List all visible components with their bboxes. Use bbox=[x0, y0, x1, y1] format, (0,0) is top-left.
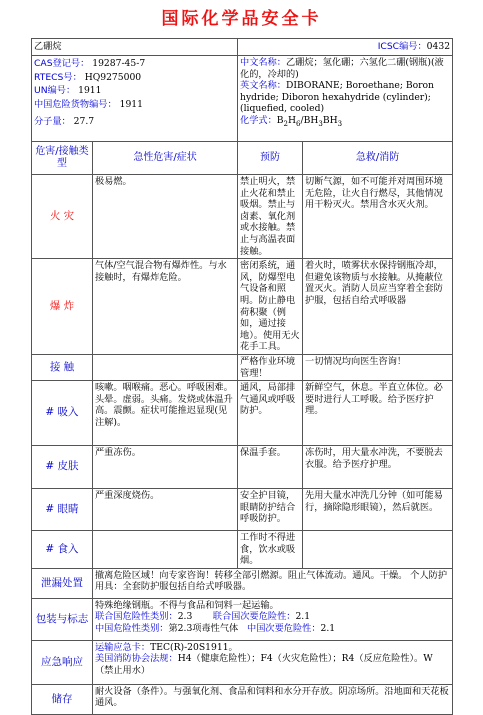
emergency-cell bbox=[93, 640, 453, 684]
hazard-cell: 咳嗽。咽喉痛。恶心。呼吸困难。头晕。虚弱。头痛。发烧或体温升高。震颤。症状可能推迟显现(见注解)。 bbox=[93, 381, 238, 446]
hazard-cell: 气体/空气混合物有爆炸性。与水接触时，有爆炸危险。 bbox=[93, 259, 238, 355]
icsc-label: ICSC编号： bbox=[377, 41, 427, 53]
row-type-fire: 火 灾 bbox=[32, 175, 93, 259]
packaging-cell bbox=[93, 598, 453, 640]
row-type-ingestion: # 食入 bbox=[32, 531, 93, 569]
formula-value: $B_2H_6/BH_3BH_3$ bbox=[276, 114, 343, 128]
prevention-cell: 禁止明火，禁止火花和禁止吸烟。禁止与卤素、氧化剂或水接触。禁止与高温表面接触。 bbox=[238, 175, 303, 259]
row-type-inhalation: # 吸入 bbox=[32, 381, 93, 446]
chinese-name-label: 中文名称： bbox=[240, 57, 286, 68]
table-row bbox=[32, 568, 453, 598]
cn-class-value: 第2.3项毒性气体 bbox=[168, 623, 239, 635]
molecular-weight-value: 27.7 bbox=[73, 116, 95, 127]
first-aid-cell bbox=[303, 531, 453, 569]
table-row bbox=[32, 175, 453, 259]
prevention-cell: 安全护目镜，眼睛防护结合呼吸防护。 bbox=[238, 489, 303, 531]
packaging-line: 特殊绝缘钢瓶。不得与食品和饲料一起运输。 bbox=[95, 599, 279, 611]
names-cell bbox=[238, 56, 453, 142]
cn-subsidiary-label: 中国次要危险性： bbox=[247, 623, 321, 635]
table-row bbox=[32, 598, 453, 640]
un-subsidiary-value: 2.1 bbox=[295, 611, 311, 623]
first-aid-cell: 一切情况均向医生咨询！ bbox=[303, 354, 453, 380]
hazard-cell: 极易燃。 bbox=[93, 175, 238, 259]
cas-value: 19287-45-7 bbox=[92, 58, 146, 69]
table-row bbox=[32, 259, 453, 355]
cn-dangerous-goods-value: 1911 bbox=[119, 98, 143, 110]
first-aid-cell: 冻伤时，用大量水冲洗，不要脱去衣服。给予医疗护理。 bbox=[303, 446, 453, 489]
substance-name-cell bbox=[32, 39, 238, 56]
col-header-type: 危害/接触类型 bbox=[32, 142, 93, 175]
row-type-explosion: 爆 炸 bbox=[32, 259, 93, 355]
nfpa-label: 美国消防协会法规： bbox=[95, 653, 178, 665]
table-row bbox=[32, 684, 453, 714]
un-class-label: 联合国危险性类别： bbox=[95, 611, 178, 623]
hazard-cell: 严重冻伤。 bbox=[93, 446, 238, 489]
transport-card-value: TEC(R)-20S1911。 bbox=[150, 641, 238, 653]
formula-label: 化学式： bbox=[240, 114, 277, 126]
prevention-cell: 密闭系统，通风，防爆型电气设备和照明。防止静电荷积聚（例如，通过接地）。使用无火花手工具。 bbox=[238, 259, 303, 355]
col-header-first-aid: 急救/消防 bbox=[303, 142, 453, 175]
cn-class-label: 中国危险性类别： bbox=[95, 623, 169, 635]
cn-subsidiary-value: 2.1 bbox=[320, 623, 336, 635]
cas-label: CAS登记号： bbox=[34, 58, 90, 69]
prevention-cell: 保温手套。 bbox=[238, 446, 303, 489]
col-header-hazard: 急性危害/症状 bbox=[93, 142, 238, 175]
rtecs-value: HQ9275000 bbox=[84, 71, 142, 83]
un-number-label: UN编号： bbox=[34, 85, 76, 96]
substance-name: 乙硼烷 bbox=[34, 41, 62, 53]
prevention-cell: 通风，局部排气通风或呼吸防护。 bbox=[238, 381, 303, 446]
prevention-cell: 工作时不得进食，饮水或吸烟。 bbox=[238, 531, 303, 569]
table-row bbox=[32, 489, 453, 531]
first-aid-cell: 着火时，喷雾状水保持钢瓶冷却，但避免该物质与水接触。从掩蔽位置灭火。消防人员应当穿着全套防护服，包括自给式呼吸器 bbox=[303, 259, 453, 355]
table-row bbox=[32, 531, 453, 569]
row-type-skin: # 皮肤 bbox=[32, 446, 93, 489]
icsc-number-cell bbox=[238, 39, 453, 56]
leak-label: 泄漏处置 bbox=[32, 568, 93, 598]
col-header-prevention: 预防 bbox=[238, 142, 303, 175]
page-title: 国际化学品安全卡 bbox=[161, 9, 322, 29]
molecular-weight-label: 分子量： bbox=[34, 116, 71, 127]
storage-label: 储存 bbox=[32, 684, 93, 714]
un-subsidiary-label: 联合国次要危险性： bbox=[212, 611, 296, 623]
table-row bbox=[32, 446, 453, 489]
row-type-eyes: # 眼睛 bbox=[32, 489, 93, 531]
emergency-label: 应急响应 bbox=[32, 640, 93, 684]
prevention-cell: 严格作业环境管理！ bbox=[238, 354, 303, 380]
english-name-label: 英文名称： bbox=[240, 80, 286, 92]
transport-card-label: 运输应急卡： bbox=[95, 641, 151, 653]
un-class-value: 2.3 bbox=[177, 611, 193, 623]
cn-dangerous-goods-label: 中国危险货物编号： bbox=[34, 98, 117, 110]
table-row bbox=[32, 640, 453, 684]
hazard-cell bbox=[93, 354, 238, 380]
row-type-exposure: 接 触 bbox=[32, 354, 93, 380]
chinese-name-value: 乙硼烷；氢化硼；六氢化二硼(钢瓶)(液化的，冷却的) bbox=[240, 57, 444, 80]
hazard-cell bbox=[93, 531, 238, 569]
first-aid-cell: 先用大量水冲洗几分钟（如可能易行，摘除隐形眼镜），然后就医。 bbox=[303, 489, 453, 531]
table-row bbox=[32, 381, 453, 446]
table-row bbox=[32, 354, 453, 380]
un-number-value: 1911 bbox=[78, 85, 102, 96]
safety-card-table bbox=[31, 38, 453, 715]
first-aid-cell: 切断气源，如不可能并对周围环境无危险，让火自行燃尽，其他情况用干粉灭火。禁用含水灭火剂。 bbox=[303, 175, 453, 259]
leak-text: 撤离危险区域！向专家咨询！转移全部引燃源。阻止气体流动。通风。干燥。 个人防护用具：全套防护服包括自给式呼吸器。 bbox=[93, 568, 453, 598]
packaging-label: 包装与标志 bbox=[32, 598, 93, 640]
english-name-value: DIBORANE; Boroethane; Boron hydride; Diboron hexahydride (cylinder); (liquefied, cooled) bbox=[240, 80, 434, 115]
first-aid-cell: 新鲜空气，休息。半直立体位。必要时进行人工呼吸。给予医疗护理。 bbox=[303, 381, 453, 446]
nfpa-value: H4（健康危险性）；F4（火灾危险性）；R4（反应危险性）。W（禁止用水） bbox=[95, 653, 433, 677]
rtecs-label: RTECS号： bbox=[34, 71, 82, 83]
identifiers-cell bbox=[32, 56, 238, 142]
storage-text: 耐火设备（条件）。与强氧化剂、食品和饲料和水分开存放。阴凉场所。沿地面和天花板通风。 bbox=[93, 684, 453, 714]
hazard-cell: 严重深度烧伤。 bbox=[93, 489, 238, 531]
icsc-value: 0432 bbox=[426, 41, 451, 53]
